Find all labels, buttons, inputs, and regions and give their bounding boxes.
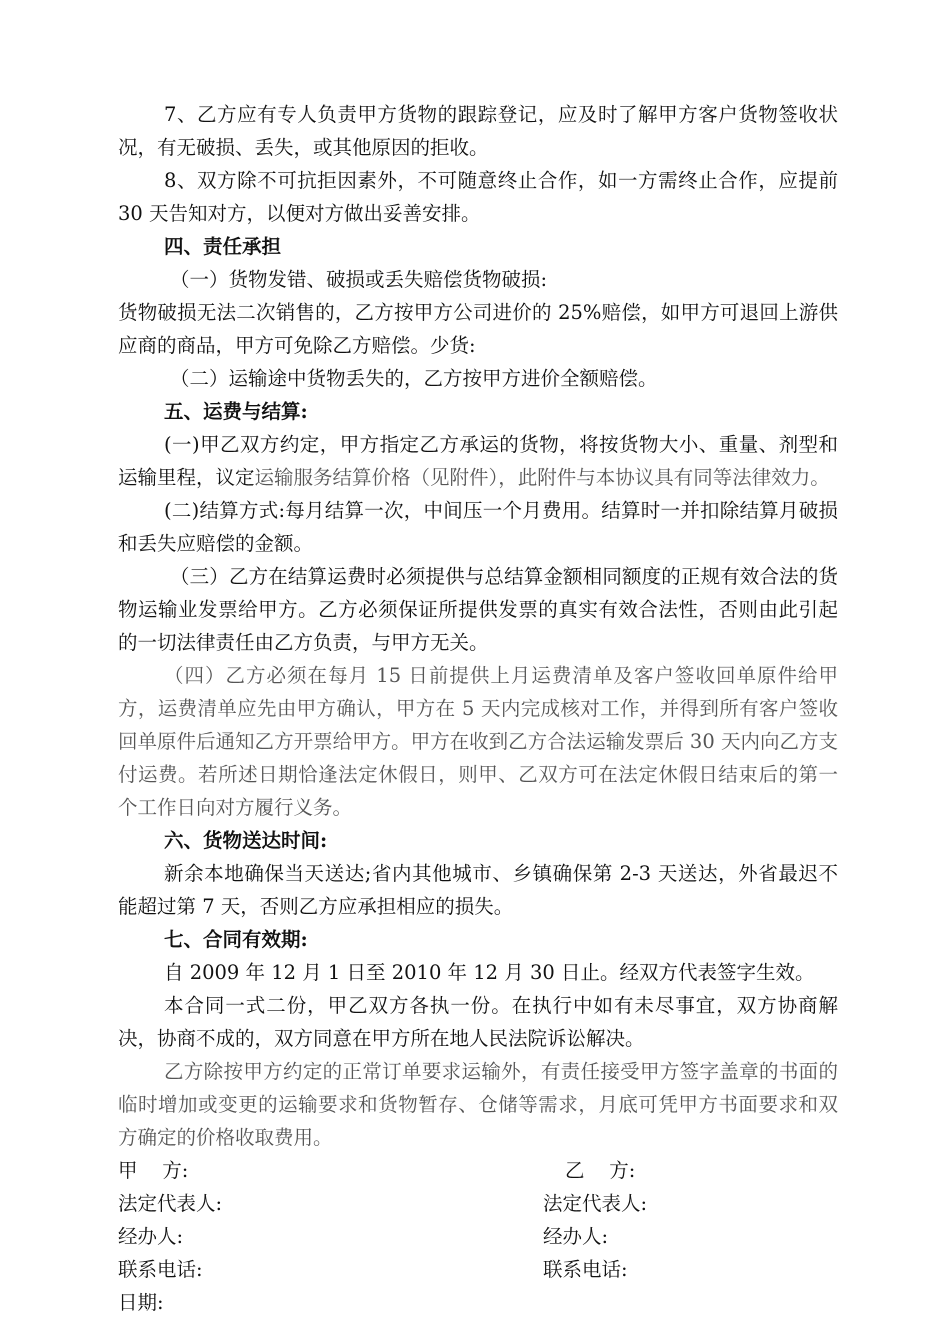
handler-b-label: 经办人: [543,1225,609,1248]
handler-a-label: 经办人: [118,1225,184,1248]
section-4-damage-text: 货物破损无法二次销售的，乙方按甲方公司进价的 25%赔偿，如甲方可退回上游供应商的商品，甲方可免除乙方赔偿。少货: [118,301,838,357]
phone-b-label: 联系电话: [543,1258,628,1281]
section-7-validity: 自 2009 年 12 月 1 日至 2010 年 12 月 30 日止。经双方代表签字生效。 [164,961,815,984]
section-6-text: 新余本地确保当天送达;省内其他城市、乡镇确保第 2-3 天送达，外省最迟不能超过第 7 天，否则乙方应承担相应的损失。 [118,862,838,918]
section-5-item-1-lead: (一)甲乙双方约定，甲方指定乙方承运的货物，将按货物大小、重量、剂型和运输里程，议定 [118,433,838,489]
section-5-item-1 [118,428,838,494]
section-5-item-2: (二)结算方式:每月结算一次，中间压一个月费用。结算时一并扣除结算月破损和丢失应赔偿的金额。 [118,499,838,555]
date-label: 日期: [118,1291,164,1314]
phone-a-label: 联系电话: [118,1258,203,1281]
party-a-label: 甲 方: [118,1159,189,1182]
section-5-item-1-rest: 运输服务结算价格（见附件），此附件与本协议具有同等法律效力。 [254,466,830,489]
clause-8: 8、双方除不可抗拒因素外，不可随意终止合作，如一方需终止合作，应提前 30 天告知对方，以便对方做出妥善安排。 [118,169,838,225]
contract-page [118,98,838,1319]
party-b-label: 乙 方: [565,1159,636,1182]
clause-7: 7、乙方应有专人负责甲方货物的跟踪登记，应及时了解甲方客户货物签收状况，有无破损、丢失，或其他原因的拒收。 [118,103,838,159]
signature-row-party [118,1154,838,1187]
section-7-extra-terms: 乙方除按甲方约定的正常订单要求运输外，有责任接受甲方签字盖章的书面的临时增加或变更的运输要求和货物暂存、仓储等需求，月底可凭甲方书面要求和双方确定的价格收取费用。 [118,1060,838,1149]
section-7-heading: 七、合同有效期: [164,928,308,951]
section-6-heading: 六、货物送达时间: [164,829,328,852]
section-4-item-2: （二）运输途中货物丢失的，乙方按甲方进价全额赔偿。 [170,367,658,390]
section-7-copies: 本合同一式二份，甲乙双方各执一份。在执行中如有未尽事宜，双方协商解决，协商不成的，双方同意在甲方所在地人民法院诉讼解决。 [118,994,838,1050]
signature-row-date [118,1286,838,1319]
section-5-item-4: （四）乙方必须在每月 15 日前提供上月运费清单及客户签收回单原件给甲方，运费清单应先由甲方确认，甲方在 5 天内完成核对工作，并得到所有客户签收回单原件后通知乙方开票给甲方。甲方在收到乙方合法运输发票后 30 天内向乙方支付运费。若所述日期恰逢法定休假日，则甲、乙双方可在法定休假日结束后的第一个工作日向对方履行义务。 [118,664,838,819]
signature-row-handler [118,1220,838,1253]
signature-row-phone [118,1253,838,1286]
section-5-item-3: （三）乙方在结算运费时必须提供与总结算金额相同额度的正规有效合法的货物运输业发票给甲方。乙方必须保证所提供发票的真实有效合法性，否则由此引起的一切法律责任由乙方负责，与甲方无关。 [118,565,838,654]
legal-rep-a-label: 法定代表人: [118,1192,223,1215]
section-4-heading: 四、责任承担 [164,235,282,258]
section-4-item-1: （一）货物发错、破损或丢失赔偿货物破损: [170,268,548,291]
signature-row-legal-rep [118,1187,838,1220]
section-5-heading: 五、运费与结算: [164,400,308,423]
legal-rep-b-label: 法定代表人: [543,1192,648,1215]
